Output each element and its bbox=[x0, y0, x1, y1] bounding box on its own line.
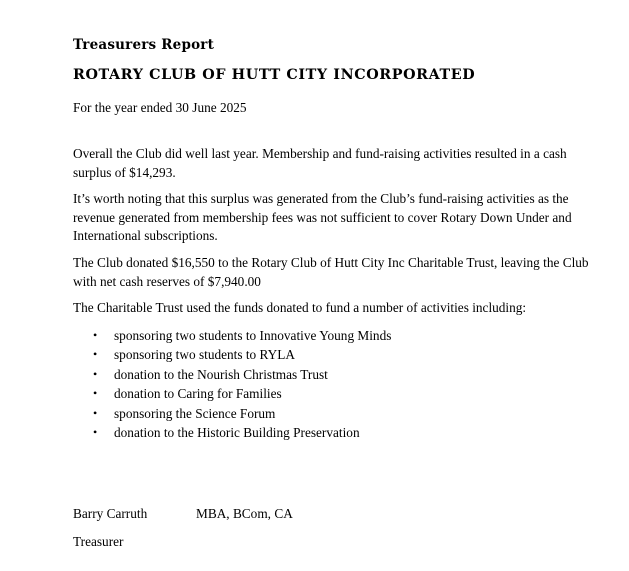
bullet-icon: • bbox=[93, 405, 98, 420]
list-item bbox=[73, 365, 391, 384]
list-item-text: donation to the Nourish Christmas Trust bbox=[114, 366, 328, 382]
signatory-role: Treasurer bbox=[73, 534, 124, 549]
report-title: Treasurers Report bbox=[73, 37, 215, 53]
organization-name: ROTARY CLUB OF HUTT CITY INCORPORATED bbox=[73, 67, 476, 83]
bullet-icon: • bbox=[93, 386, 98, 401]
signatory-name: Barry Carruth bbox=[73, 506, 148, 521]
bullet-icon: • bbox=[93, 328, 98, 342]
paragraph-donation: The Club donated $16,550 to the Rotary Club of Hutt City Inc Charitable Trust, leaving the Club with net cash reserves of $7,940.00 bbox=[73, 255, 589, 289]
paragraph-overall-result: Overall the Club did well last year. Membership and fund-raising activities resulted in a cash surplus of $14,293. bbox=[73, 146, 567, 180]
list-item bbox=[73, 384, 391, 403]
list-item-text: donation to the Historic Building Preservation bbox=[114, 424, 360, 440]
signatory-qualifications: MBA, BCom, CA bbox=[196, 506, 293, 521]
paragraph-trust-activities: The Charitable Trust used the funds donated to fund a number of activities including: bbox=[73, 300, 527, 315]
list-item bbox=[73, 345, 391, 364]
list-item-text: sponsoring two students to Innovative Young Minds bbox=[114, 328, 392, 343]
list-item bbox=[73, 423, 391, 442]
activities-list bbox=[73, 326, 391, 442]
list-item-text: donation to Caring for Families bbox=[114, 386, 282, 402]
list-item bbox=[73, 326, 391, 345]
reporting-period: For the year ended 30 June 2025 bbox=[73, 100, 247, 115]
bullet-icon: • bbox=[93, 366, 98, 381]
bullet-icon: • bbox=[93, 347, 98, 362]
bullet-icon: • bbox=[93, 424, 98, 439]
paragraph-surplus-note: It’s worth noting that this surplus was generated from the Club’s fund-raising activities as the revenue generated from membership fees was not sufficient to cover Rotary Down Under and International subscriptions. bbox=[73, 191, 572, 243]
list-item bbox=[73, 404, 391, 423]
list-item-text: sponsoring the Science Forum bbox=[114, 405, 276, 421]
list-item-text: sponsoring two students to RYLA bbox=[114, 347, 295, 363]
